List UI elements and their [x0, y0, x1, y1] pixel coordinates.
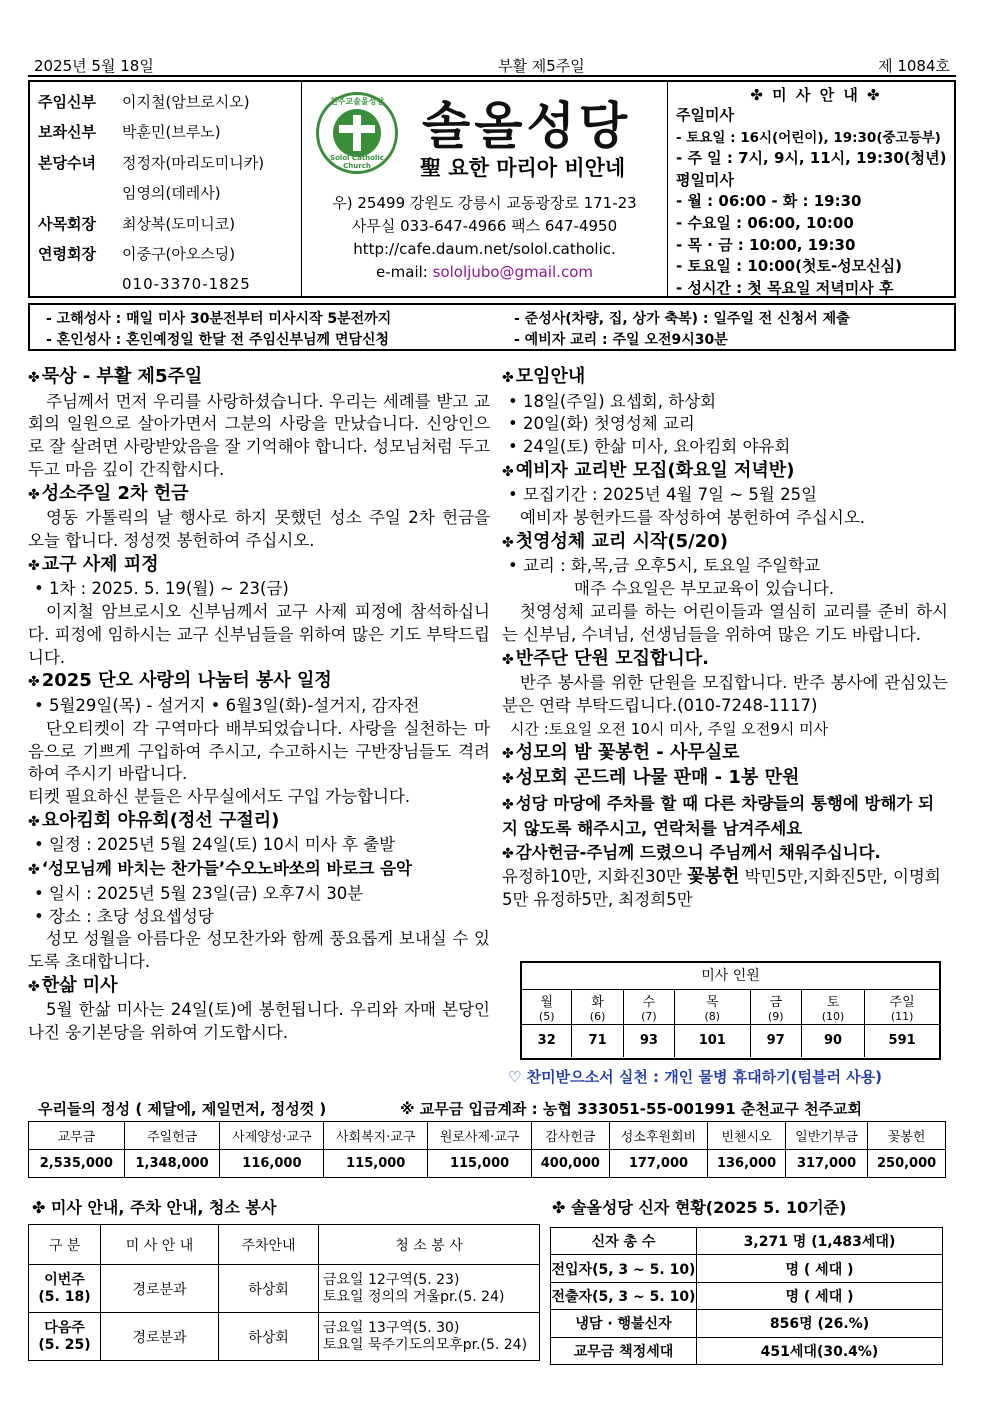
section-heading: ✤ 교구 사제 피정 [28, 553, 159, 575]
cross-marker-icon: ✤ [28, 862, 40, 879]
section-heading: ✤ ‘성모님께 바치는 찬가들’수오노바쏘의 바로크 음악 [28, 859, 412, 879]
right-column [502, 365, 948, 912]
church-seal-logo [316, 92, 398, 174]
attendance-values [522, 1024, 939, 1057]
bullet-item: • 18일(주일) 요셉회, 하상회 [508, 391, 717, 411]
staff-role: 연령회장 [38, 245, 96, 264]
eco-practice-note: ♡ 찬미받으소서 실천 : 개인 물병 휴대하기(텀블러 사용) [508, 1068, 883, 1086]
cross-marker-icon: ✤ [502, 534, 514, 551]
staff-row [38, 147, 301, 178]
donor-text: 유정하10만, 지화진30만 [502, 867, 688, 887]
cross-marker-icon: ✤ [502, 651, 514, 668]
offerings-header-row [29, 1122, 946, 1150]
offering-header: 일반기부금 [785, 1122, 867, 1150]
members-row [551, 1337, 943, 1364]
mass-line: - 토요일 : 16시(어린이), 19:30(중고등부) [676, 129, 941, 146]
email-link[interactable]: sololjubo@gmail.com [432, 263, 593, 281]
offerings-title: 우리들의 정성 ( 제달에, 제일먼저, 정성껏 ) [38, 1100, 327, 1118]
mass-line: - 수요일 : 06:00, 10:00 [676, 213, 854, 232]
cross-marker-icon: ✤ [502, 771, 514, 788]
mass-line: - 주 일 : 7시, 9시, 11시, 19:30(청년) [676, 149, 947, 168]
section-heading: ✤ 모임안내 [502, 366, 586, 387]
section-heading: ✤ 성당 마당에 주차를 할 때 다른 차량들의 통행에 방해가 되지 않도록 해주시고, 연락처를 남겨주세요 [502, 793, 935, 839]
offering-value: 115,000 [428, 1150, 532, 1178]
website-link[interactable]: http://cafe.daum.net/solol.catholic. [353, 240, 616, 258]
donor-list [502, 866, 948, 912]
attendance-days [522, 990, 939, 1024]
day-cell: 화 (6) [572, 990, 623, 1024]
paragraph: 성모 성월을 아름다운 성모찬가와 함께 풍요롭게 보내실 수 있도록 초대합니다. [28, 929, 490, 972]
service-header: 청 소 봉 사 [319, 1225, 540, 1265]
notice-confession: - 고해성사 : 매일 미사 30분전부터 미사시작 5분전까지 [46, 311, 392, 327]
staff-name: 이지철(암브로시오) [122, 92, 250, 111]
mass-attendance-table [520, 961, 941, 1060]
members-value: 명 ( 세대 ) [697, 1282, 943, 1309]
staff-name: 임영의(데레사) [122, 184, 221, 203]
cross-marker-icon: ✤ [28, 370, 40, 386]
section-heading: ✤ 성모회 곤드레 나물 판매 - 1봉 만원 [502, 767, 800, 789]
mass-line: - 토요일 : 10:00(첫토-성모신심) [676, 257, 902, 276]
members-row [551, 1282, 943, 1309]
members-value: 명 ( 세대 ) [697, 1255, 943, 1282]
staff-row [38, 117, 301, 148]
bullet-item: • 모집기간 : 2025년 4월 7일 ~ 5월 25일 [508, 485, 818, 505]
mass-line: - 성시간 : 첫 목요일 저녁미사 후 [676, 278, 894, 297]
bullet-item: • 일정 : 2025년 5월 24일(토) 10시 미사 후 출발 [34, 835, 396, 855]
liturgical-season: 부활 제5주일 [498, 57, 585, 75]
staff-role: 주임신부 [38, 92, 96, 111]
paragraph: 5월 한삶 미사는 24일(토)에 봉헌됩니다. 우리와 자매 본당인 나진 웅기본당을 위하여 기도합시다. [28, 1000, 490, 1043]
members-label: 교무금 책정세대 [551, 1337, 697, 1364]
offerings-value-row [29, 1150, 946, 1178]
paragraph: 티켓 필요하신 분들은 사무실에서도 구입 가능합니다. [28, 787, 411, 807]
bullet-item: • 교리 : 화,목,금 오후5시, 토요일 주일학교 [508, 556, 821, 576]
cross-marker-icon: ✤ [502, 370, 514, 386]
contact-info [302, 192, 667, 284]
offering-header: 성소후원회비 [609, 1122, 708, 1150]
week-cell: 이번주 (5. 18) [29, 1265, 101, 1313]
paragraph: 반주 봉사를 위한 단원을 모집합니다. 반주 봉사에 관심있는 분은 연락 부탁드립니다.(010-7248-1117) [502, 673, 948, 715]
bullet-item: • 장소 : 초당 성요셉성당 [34, 906, 214, 926]
sunday-mass-label: 주일미사 [676, 106, 734, 124]
offering-header: 사제양성·교구 [220, 1122, 324, 1150]
offering-value: 177,000 [609, 1150, 708, 1178]
members-value: 451세대(30.4%) [697, 1337, 943, 1364]
parking-cell: 하상회 [219, 1265, 319, 1313]
notice-marriage: - 혼인성사 : 혼인예정일 한달 전 주임신부님께 면담신청 [46, 332, 390, 348]
count-cell: 32 [522, 1024, 572, 1057]
count-cell: 101 [675, 1024, 751, 1057]
section-heading: ✤ 첫영성체 교리 시작(5/20) [502, 530, 728, 552]
section-heading: ✤ 감사헌금-주님께 드렸으니 주님께서 채워주십니다. [502, 842, 881, 862]
section-heading: ✤ 성모의 밤 꽃봉헌 - 사무실로 [502, 741, 740, 763]
members-row [551, 1310, 943, 1337]
mass-schedule [668, 82, 956, 296]
day-cell: 금 (9) [750, 990, 801, 1024]
section-heading: ✤ 요아킴회 야유회(정선 구절리) [28, 809, 280, 831]
cross-marker-icon: ✤ [28, 978, 40, 995]
service-row [29, 1313, 540, 1361]
staff-name: 최상복(도미니코) [122, 214, 236, 233]
count-cell: 90 [801, 1024, 864, 1057]
bullet-item: • 1차 : 2025. 5. 19(월) ~ 23(금) [34, 579, 289, 599]
header-box [28, 80, 956, 298]
offerings-table [28, 1121, 946, 1178]
cross-marker-icon: ✤ [502, 463, 514, 480]
members-title: ✤ 솔올성당 신자 현황(2025 5. 10기준) [552, 1198, 847, 1217]
issue-number: 제 1084호 [878, 57, 950, 75]
mass-line: - 월 : 06:00 - 화 : 19:30 [676, 192, 862, 211]
parking-cell: 하상회 [219, 1313, 319, 1361]
offering-value: 250,000 [868, 1150, 946, 1178]
patron-saint: 聖 요한 마리아 비안네 [420, 156, 626, 180]
notice-catechumen: - 예비자 교리 : 주일 오전9시30분 [514, 332, 728, 348]
bulletin-date: 2025년 5월 18일 [34, 57, 154, 75]
section-heading: ✤ 2025 단오 사랑의 나눔터 봉사 일정 [28, 670, 332, 692]
offering-header: 주일헌금 [124, 1122, 220, 1150]
attendance-title: 미사 인원 [522, 963, 939, 990]
cleaning-cell: 금요일 12구역(5. 23) 토요일 정의의 거울pr.(5. 24) [319, 1265, 540, 1313]
section-heading: ✤ 예비자 교리반 모집(화요일 저녁반) [502, 459, 795, 481]
mass-guide-cell: 경로분과 [101, 1313, 219, 1361]
bullet-item: • 24일(토) 한삶 미사, 요아킴회 야유회 [508, 437, 791, 457]
members-row [551, 1228, 943, 1255]
members-label: 냉담 · 행불신자 [551, 1310, 697, 1337]
attendance-grid [522, 990, 939, 1057]
service-row [29, 1265, 540, 1313]
seal-text-top: 천주교솔올성당 [329, 97, 385, 106]
church-name: 솔올성당 [422, 97, 632, 155]
flower-offering-label: 꽃봉헌 [687, 866, 740, 888]
mass-guide-cell: 경로분과 [101, 1265, 219, 1313]
cross-marker-icon: ✤ [28, 813, 40, 830]
day-cell: 수 (7) [623, 990, 674, 1024]
offering-header: 사회복지·교구 [324, 1122, 428, 1150]
bullet-item: • 20일(화) 첫영성체 교리 [508, 414, 695, 434]
cross-marker-icon: ✤ [502, 796, 514, 813]
members-label: 전출자(5, 3 ~ 5. 10) [551, 1282, 697, 1309]
bullet-item: 예비자 봉헌카드를 작성하여 봉헌하여 주십시오. [520, 508, 866, 528]
offering-value: 1,348,000 [124, 1150, 220, 1178]
staff-name: 박훈민(브루노) [122, 123, 221, 142]
day-cell: 목 (8) [675, 990, 751, 1024]
offering-value: 136,000 [708, 1150, 786, 1178]
top-bar [28, 53, 956, 77]
offering-header: 꽃봉헌 [868, 1122, 946, 1150]
bullet-item: • 일시 : 2025년 5월 23일(금) 오후7시 30분 [34, 883, 364, 903]
section-heading: ✤ 한삶 미사 [28, 974, 118, 996]
service-table [28, 1224, 540, 1361]
offering-value: 115,000 [324, 1150, 428, 1178]
cleaning-cell: 금요일 13구역(5. 30) 토요일 묵주기도의모후pr.(5. 24) [319, 1313, 540, 1361]
notice-blessing: - 준성사(차량, 집, 상가 축복) : 일주일 전 신청서 제출 [514, 311, 850, 327]
service-header: 미 사 안 내 [101, 1225, 219, 1265]
staff-row [38, 208, 301, 239]
paragraph: 이지철 암브로시오 신부님께서 교구 사제 피정에 참석하십니다. 피정에 임하시는 교구 신부님들을 위하여 많은 기도 부탁드립니다. [28, 602, 490, 667]
email-label: e-mail: [376, 263, 428, 281]
staff-role: 보좌신부 [38, 123, 96, 142]
cross-icon [333, 109, 381, 157]
day-cell: 토 (10) [801, 990, 864, 1024]
day-cell: 월 (5) [522, 990, 572, 1024]
staff-role: 사목회장 [38, 214, 96, 233]
paragraph: 첫영성체 교리를 하는 어린이들과 열심히 교리를 준비 하시는 신부님, 수녀님, 선생님들을 위하여 많은 기도 바랍니다. [502, 602, 948, 644]
staff-name: 이중구(아오스딩) [122, 245, 236, 264]
offering-value: 116,000 [220, 1150, 324, 1178]
staff-row [38, 178, 301, 209]
members-row [551, 1255, 943, 1282]
bullet-item: • 5월29일(목) - 설거지 • 6월3일(화)-설거지, 감자전 [34, 695, 420, 715]
members-value: 3,271 명 (1,483세대) [697, 1228, 943, 1255]
bullet-item: 매주 수요일은 부모교육이 있습니다. [574, 579, 835, 599]
offering-value: 400,000 [532, 1150, 610, 1178]
mass-line: - 목 · 금 : 10:00, 19:30 [676, 235, 856, 254]
paragraph: 단오티켓이 각 구역마다 배부되었습니다. 사랑을 실천하는 마음으로 기쁘게 구입하여 주시고, 수고하시는 구반장님들도 격려하여 주시기 바랍니다. [28, 718, 490, 784]
staff-role: 본당수녀 [38, 153, 96, 172]
cross-marker-icon: ✤ [28, 557, 40, 574]
staff-phone: 010-3370-1825 [122, 275, 251, 294]
paragraph: 영동 가톨릭의 날 행사로 하지 못했던 성소 주일 2차 헌금을 오늘 합니다. 정성껏 봉헌하여 주십시오. [28, 508, 490, 550]
offering-header: 빈첸시오 [708, 1122, 786, 1150]
section-heading: ✤ 반주단 단원 모집합니다. [502, 647, 709, 669]
service-header: 주차안내 [219, 1225, 319, 1265]
cross-marker-icon: ✤ [502, 845, 514, 862]
service-header: 구 분 [29, 1225, 101, 1265]
section-heading: ✤ 성소주일 2차 헌금 [28, 482, 189, 504]
offering-header: 원로사제·교구 [428, 1122, 532, 1150]
address: 우) 25499 강원도 강릉시 교동광장로 171-23 [332, 194, 637, 212]
offering-value: 2,535,000 [29, 1150, 125, 1178]
members-label: 신자 총 수 [551, 1228, 697, 1255]
cross-marker-icon: ✤ [28, 674, 40, 691]
staff-row [38, 86, 301, 117]
church-identity [302, 82, 668, 296]
staff-list [30, 82, 302, 296]
service-title: ✤ 미사 안내, 주차 안내, 청소 봉사 [32, 1198, 277, 1217]
cross-marker-icon: ✤ [28, 486, 40, 503]
count-cell: 93 [623, 1024, 674, 1057]
section-heading: ✤ 묵상 - 부활 제5주일 [28, 366, 203, 387]
seal-text-bottom: Solol Catholic Church [330, 154, 384, 170]
offerings-account: ※ 교무금 입금계좌 : 농협 333051-55-001991 춘천교구 천주교회 [400, 1100, 863, 1118]
donor-text: 박민5만,지화진5만, 이명희5만 유정하5만, 최정희5만 [502, 867, 941, 909]
service-header-row [29, 1225, 540, 1265]
offering-header: 교무금 [29, 1122, 125, 1150]
staff-row [38, 239, 301, 270]
paragraph: 시간 :토요일 오전 10시 미사, 주일 오전9시 미사 [510, 719, 829, 738]
offering-header: 감사헌금 [532, 1122, 610, 1150]
day-cell: 주일 (11) [889, 994, 915, 1023]
members-label: 전입자(5, 3 ~ 5. 10) [551, 1255, 697, 1282]
cross-marker-icon: ✤ [502, 745, 514, 762]
count-cell: 71 [572, 1024, 623, 1057]
paragraph: 주님께서 먼저 우리를 사랑하셨습니다. 우리는 세례를 받고 교회의 일원으로 살아가면서 그분의 사랑을 만났습니다. 신앙인으로 잘 살려면 사랑받았음을 잘 기억해야 합니다. 성모님처럼 두고두고 마음 깊이 간직합시다. [28, 391, 490, 479]
office-phone: 사무실 033-647-4966 팩스 647-4950 [351, 217, 618, 235]
weekday-mass-label: 평일미사 [676, 170, 734, 189]
offering-value: 317,000 [785, 1150, 867, 1178]
sacrament-notices [28, 303, 956, 351]
count-cell: 591 [865, 1024, 939, 1057]
mass-schedule-title: ✤ 미 사 안 내 ✤ [750, 86, 882, 104]
email-row [302, 261, 667, 284]
count-cell: 97 [750, 1024, 801, 1057]
members-value: 856명 (26.%) [697, 1310, 943, 1337]
members-table [550, 1227, 943, 1365]
week-cell: 다음주 (5. 25) [29, 1313, 101, 1361]
staff-name: 정정자(마리도미니카) [122, 153, 265, 172]
left-column [28, 365, 490, 1045]
